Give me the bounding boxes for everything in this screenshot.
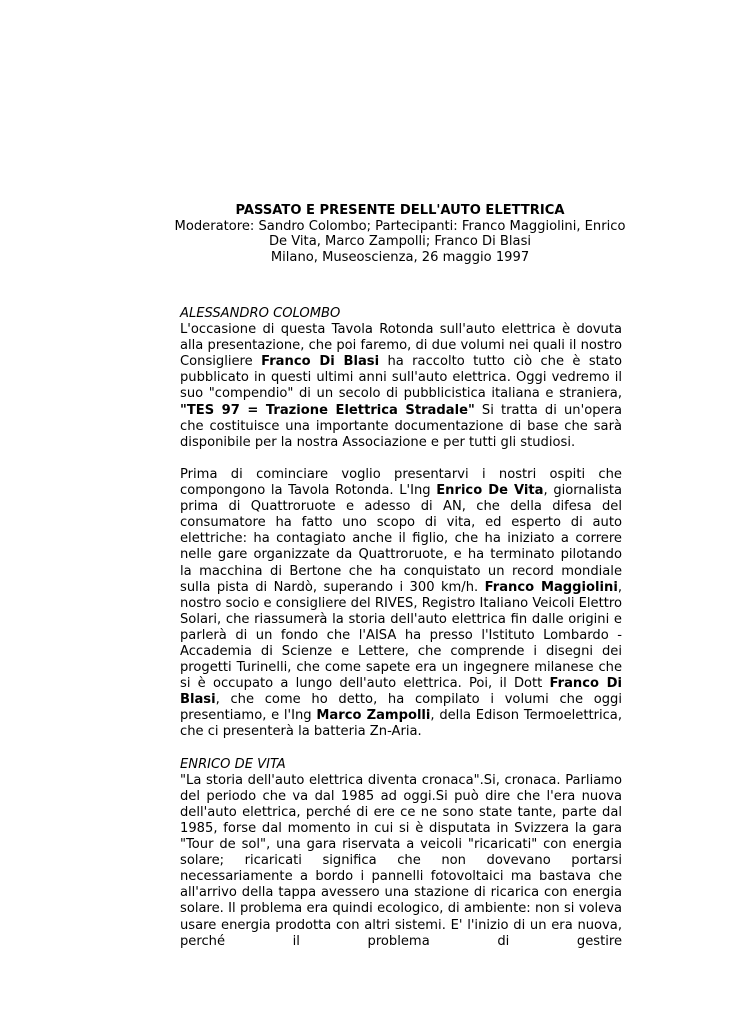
speaker-name-devita: ENRICO DE VITA: [180, 756, 286, 772]
participants-line-1: Moderatore: Sandro Colombo; Partecipanti: Franco Maggiolini, Enrico: [174, 218, 626, 234]
text-run: , della Edison Termoelettrica, che ci presenterà la batteria Zn-Aria.: [180, 708, 622, 740]
paragraph-colombo-1: [180, 322, 622, 451]
bold-name: Franco Di Blasi: [261, 354, 380, 370]
participants-line-2: De Vita, Marco Zampolli; Franco Di Blasi: [268, 234, 532, 249]
text-run: Prima di cominciare voglio presentarvi i nostri ospiti che compongono la Tavola Rotonda. L'Ing: [180, 466, 622, 499]
paragraph-gap: [180, 741, 622, 757]
bold-book-title: "TES 97 = Trazione Elettrica Stradale": [180, 402, 475, 418]
document-title: PASSATO E PRESENTE DELL'AUTO ELETTRICA: [235, 203, 565, 218]
text-run: , che come ho detto, ha compilato i volumi che oggi presentiamo, e l'Ing: [180, 692, 622, 724]
document-header: [170, 203, 630, 265]
text-run: Si tratta di un'opera che costituisce una importante documentazione di base che sarà disponibile per la nostra Associazione e per tutti gli studiosi.: [180, 402, 622, 450]
document-body: [180, 306, 622, 950]
bold-name: Enrico De Vita: [436, 483, 544, 499]
text-run: , nostro socio e consigliere del RIVES, Registro Italiano Veicoli Elettro Solari, che riassumerà la storia dell'auto elettrica fin dalle origini e parlerà di un fondo che l'AISA ha presso l'Istituto Lombardo - Accademia di Scienze e Lettere, che comprende i disegni dei progetti Turinelli, che come sapete era un ingegnere milanese che si è occupato a lungo dell'auto elettrica. Poi, il Dott: [180, 579, 622, 692]
bold-name: Marco Zampolli: [316, 708, 431, 724]
paragraph-gap: [180, 451, 622, 467]
text-run: , giornalista prima di Quattroruote e adesso di AN, che della difesa del consumatore ha fatto uno scopo di vita, ed esperto di auto elettriche: ha contagiato anche il figlio, che ha iniziato a correre nelle gare organizzate da Quattroruote, e ha terminato pilotando la macchina di Bertone che ha conquistato un record mondiale sulla pista di Nardò, superando i 300 km/h.: [180, 483, 623, 595]
paragraph-colombo-2: [180, 467, 622, 741]
speaker-name-colombo: ALESSANDRO COLOMBO: [180, 306, 341, 321]
bold-name: Franco Maggiolini: [484, 579, 618, 595]
venue-date-line: Milano, Museoscienza, 26 maggio 1997: [270, 249, 530, 265]
bold-name: Franco Di Blasi: [180, 676, 622, 708]
paragraph-devita-1: "La storia dell'auto elettrica diventa cronaca".Si, cronaca. Parliamo del periodo che va dal 1985 ad oggi.Si può dire che l'era nuova dell'auto elettrica, perché di ere ce ne sono state tante, parte dal 1985, forse dal momento in cui si è disputata in Svizzera la gara "Tour de sol", una gara riservata a veicoli "ricaricati" con energia solare; ricaricati significa che non dovevano portarsi necessariamente a bordo i pannelli fotovoltaici ma bastava che all'arrivo della tappa avessero una stazione di ricarica con energia solare. Il problema era quindi ecologico, di ambiente: non si voleva usare energia prodotta con altri sistemi. E' l'inizio di un era nuova, perché il problema di gestire: [180, 772, 622, 949]
text-run: ha raccolto tutto ciò che è stato pubblicato in questi ultimi anni sull'auto elettrica. Oggi vedremo il suo "compendio" di un secolo di pubblicistica italiana e straniera,: [180, 354, 622, 402]
text-run: L'occasione di questa Tavola Rotonda sull'auto elettrica è dovuta alla presentazione, che poi faremo, di due volumi nei quali il nostro Consigliere: [180, 322, 622, 370]
